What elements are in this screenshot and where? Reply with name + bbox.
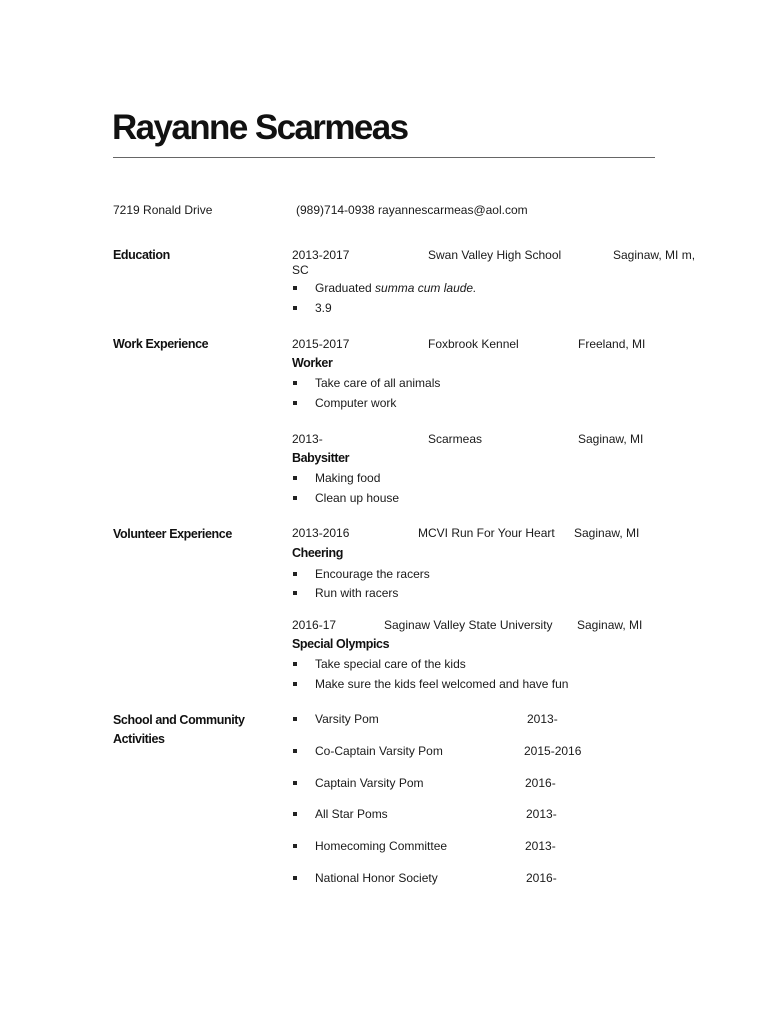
list-item-text: Run with racers: [315, 586, 399, 600]
education-location-cont: SC: [292, 263, 309, 277]
list-item-text: Clean up house: [315, 491, 400, 505]
work-org: Scarmeas: [428, 432, 483, 446]
education-years: 2013-2017: [292, 248, 350, 262]
volunteer-years: 2016-17: [292, 618, 337, 632]
education-location: Saginaw, MI m,: [613, 248, 696, 262]
list-item-text: Computer work: [315, 396, 397, 410]
list-item-text: Make sure the kids feel welcomed and have fun: [315, 677, 569, 691]
list-item: [293, 586, 593, 602]
list-item: [293, 376, 593, 392]
bullet-marker: [293, 812, 297, 816]
bullet-marker: [293, 476, 297, 480]
bullet-marker: [293, 749, 297, 753]
bullet-marker: [293, 381, 297, 385]
bullet-marker: [293, 717, 297, 721]
list-item: [293, 677, 593, 693]
list-item: [293, 491, 593, 507]
bullet-marker: [293, 682, 297, 686]
bullet-marker: [293, 286, 297, 290]
bullet-marker: [293, 496, 297, 500]
work-location: Freeland, MI: [578, 337, 646, 351]
section-label-activities: School and Community: [113, 713, 245, 727]
list-item-text: Take care of all animals: [315, 376, 441, 390]
volunteer-role: Cheering: [292, 546, 343, 560]
work-years: 2013-: [292, 432, 323, 446]
activity-year: 2016-: [526, 871, 557, 885]
work-location: Saginaw, MI: [578, 432, 644, 446]
volunteer-role: Special Olympics: [292, 637, 390, 651]
bullet-marker: [293, 781, 297, 785]
list-item: [293, 281, 593, 297]
volunteer-location: Saginaw, MI: [577, 618, 643, 632]
resume-name: Rayanne Scarmeas: [112, 108, 408, 147]
bullet-marker: [293, 572, 297, 576]
work-years: 2015-2017: [292, 337, 350, 351]
activity-year: 2015-2016: [524, 744, 582, 758]
contact-info: (989)714-0938 rayannescarmeas@aol.com: [296, 203, 528, 217]
volunteer-org: Saginaw Valley State University: [384, 618, 553, 632]
activity-year: 2013-: [526, 807, 557, 821]
list-item: [293, 657, 593, 673]
header-divider: [113, 157, 655, 158]
activity-name: Homecoming Committee: [315, 839, 448, 853]
work-role: Babysitter: [292, 451, 350, 465]
activity-year: 2013-: [525, 839, 556, 853]
section-label-education: Education: [113, 248, 170, 262]
list-item-text: Graduated summa cum laude.: [315, 281, 477, 295]
honor-italic: summa cum laude.: [375, 281, 477, 295]
volunteer-years: 2013-2016: [292, 526, 350, 540]
activity-name: Captain Varsity Pom: [315, 776, 424, 790]
bullet-marker: [293, 662, 297, 666]
list-item-text: Take special care of the kids: [315, 657, 466, 671]
activity-name: All Star Poms: [315, 807, 388, 821]
activity-name: National Honor Society: [315, 871, 438, 885]
volunteer-org: MCVI Run For Your Heart: [418, 526, 555, 540]
work-role: Worker: [292, 356, 333, 370]
activity-name: Co-Captain Varsity Pom: [315, 744, 443, 758]
bullet-marker: [293, 876, 297, 880]
bullet-marker: [293, 306, 297, 310]
activity-year: 2013-: [527, 712, 558, 726]
list-item: [293, 471, 593, 487]
bullet-marker: [293, 844, 297, 848]
section-label-activities-cont: Activities: [113, 732, 165, 746]
address: 7219 Ronald Drive: [113, 203, 213, 217]
list-item: [293, 301, 593, 317]
activity-name: Varsity Pom: [315, 712, 379, 726]
education-school: Swan Valley High School: [428, 248, 562, 262]
activity-year: 2016-: [525, 776, 556, 790]
section-label-work: Work Experience: [113, 337, 209, 351]
list-item-text: 3.9: [315, 301, 332, 315]
bullet-marker: [293, 401, 297, 405]
list-item-text: Making food: [315, 471, 381, 485]
list-item: [293, 567, 593, 583]
work-org: Foxbrook Kennel: [428, 337, 519, 351]
list-item: [293, 396, 593, 412]
volunteer-location: Saginaw, MI: [574, 526, 640, 540]
section-label-volunteer: Volunteer Experience: [113, 527, 232, 541]
bullet-marker: [293, 591, 297, 595]
list-item-text: Encourage the racers: [315, 567, 430, 581]
